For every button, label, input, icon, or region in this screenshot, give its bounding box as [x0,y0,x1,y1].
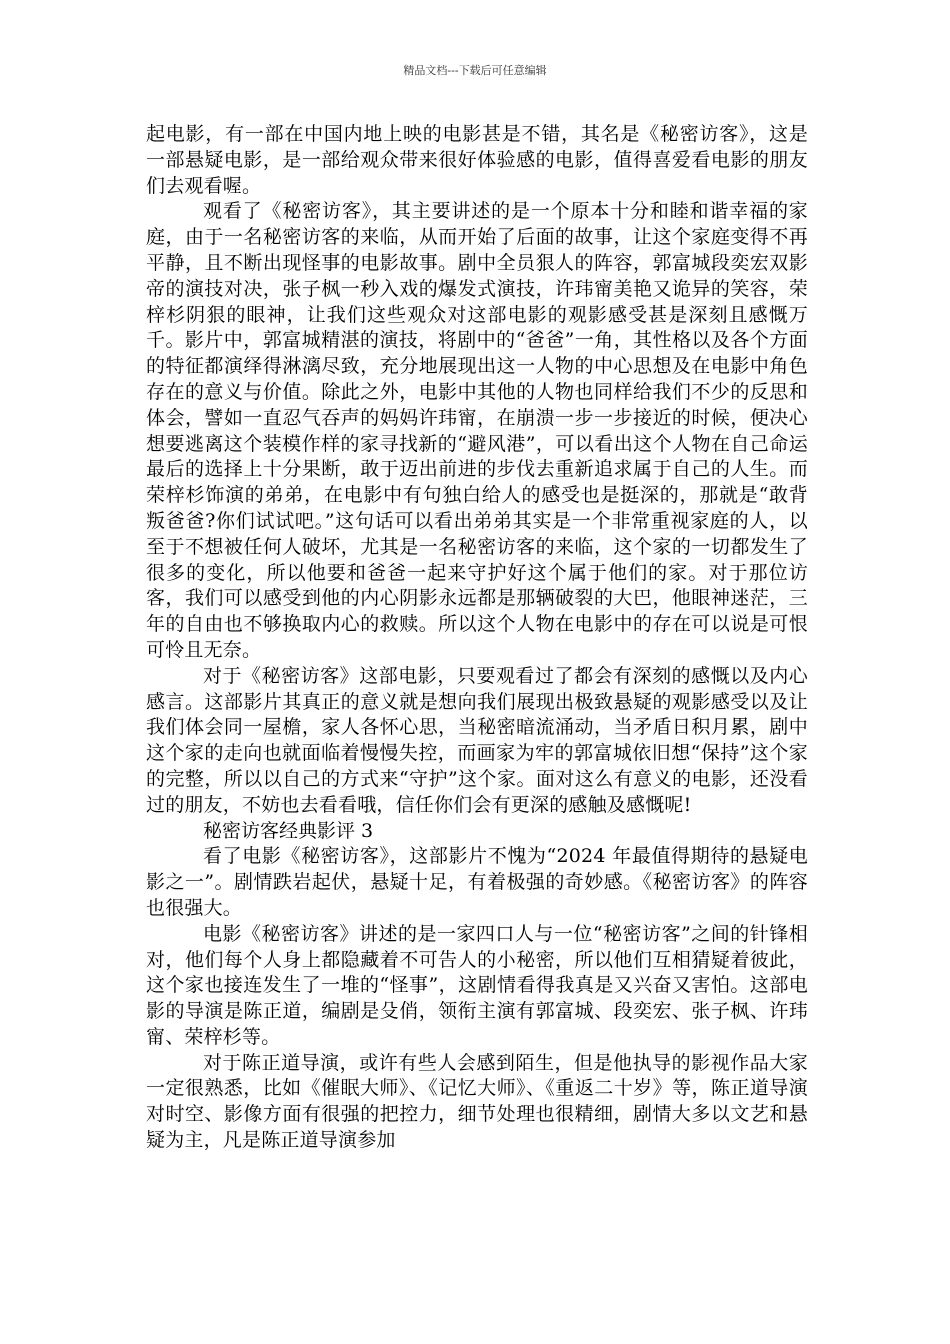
paragraph-4: 看了电影《秘密访客》，这部影片不愧为“2024 年最值得期待的悬疑电影之一”。剧情跌岩起伏，悬疑十足，有着极强的奇妙感。《秘密访客》的阵容也很强大。 [146,845,808,919]
paragraph-6: 对于陈正道导演，或许有些人会感到陌生，但是他执导的影视作品大家一定很熟悉，比如《催眠大师》、《记忆大师》、《重返二十岁》等，陈正道导演对时空、影像方面有很强的把控力，细节处理也很精细，剧情大多以文艺和悬疑为主，凡是陈正道导演参加 [146,1051,808,1152]
paragraph-3: 对于《秘密访客》这部电影，只要观看过了都会有深刻的感慨以及内心感言。这部影片其真正的意义就是想向我们展现出极致悬疑的观影感受以及让我们体会同一屋檐，家人各怀心思，当秘密暗流涌动，当矛盾日积月累，剧中这个家的走向也就面临着慢慢失控，而画家为牢的郭富城依旧想“保持”这个家的完整，所以以自己的方式来“守护”这个家。面对这么有意义的电影，还没看过的朋友，不妨也去看看哦，信任你们会有更深的感触及感慨呢! [146,664,808,816]
paragraph-5: 电影《秘密访客》讲述的是一家四口人与一位“秘密访客”之间的针锋相对，他们每个人身上都隐藏着不可告人的小秘密，所以他们互相猜疑着彼此，这个家也接连发生了一堆的“怪事”，这剧情看得我真是又兴奋又害怕。这部电影的导演是陈正道，编剧是殳俏，领衔主演有郭富城、段奕宏、张子枫、许玮甯、荣梓杉等。 [146,922,808,1048]
page-header: 精品文档---下载后可任意编辑 [403,64,547,77]
document-body [146,122,808,1154]
paragraph-1: 起电影，有一部在中国内地上映的电影甚是不错，其名是《秘密访客》，这是一部悬疑电影，是一部给观众带来很好体验感的电影，值得喜爱看电影的朋友们去观看喔。 [146,123,808,197]
paragraph-2: 观看了《秘密访客》，其主要讲述的是一个原本十分和睦和谐幸福的家庭，由于一名秘密访客的来临，从而开始了后面的故事，让这个家庭变得不再平静，且不断出现怪事的电影故事。剧中全员狠人的阵容，郭富城段奕宏双影帝的演技对决，张子枫一秒入戏的爆发式演技，许玮甯美艳又诡异的笑容，荣梓杉阴狠的眼神，让我们这些观众对这部电影的观影感受甚是深刻且感慨万千。影片中，郭富城精湛的演技，将剧中的“爸爸”一角，其性格以及各个方面的特征都演绎得淋漓尽致，充分地展现出这一人物的中心思想及在电影中角色存在的意义与价值。除此之外，电影中其他的人物也同样给我们不少的反思和体会，譬如一直忍气吞声的妈妈许玮甯，在崩溃一步一步接近的时候，便决心想要逃离这个装模作样的家寻找新的“避风港”，可以看出这个人物在自己命运最后的选择上十分果断，敢于迈出前进的步伐去重新追求属于自己的人生。而荣梓杉饰演的弟弟，在电影中有句独白给人的感受也是挺深的，那就是“敢背叛爸爸?你们试试吧。”这句话可以看出弟弟其实是一个非常重视家庭的人，以至于不想被任何人破坏，尤其是一名秘密访客的来临，这个家的一切都发生了很多的变化，所以他要和爸爸一起来守护好这个属于他们的家。对于那位访客，我们可以感受到他的内心阴影永远都是那辆破裂的大巴，他眼神迷茫，三年的自由也不够换取内心的救赎。所以这个人物在电影中的存在可以说是可恨可怜且无奈。 [146,200,808,661]
section-subtitle: 秘密访客经典影评 3 [203,819,374,842]
